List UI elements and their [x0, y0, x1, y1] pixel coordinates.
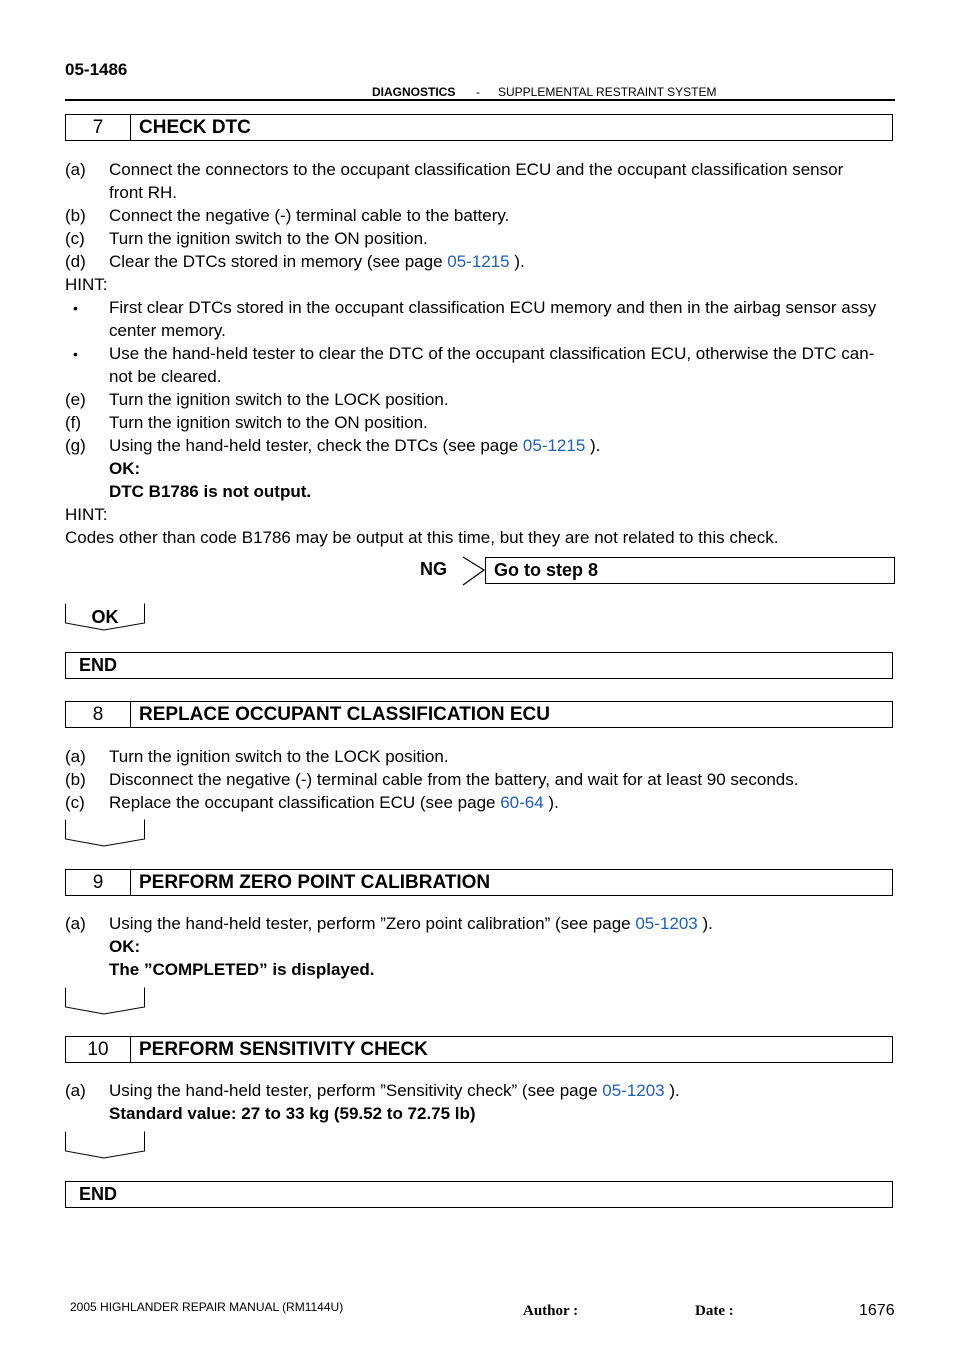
page-link[interactable]: 05-1215	[447, 252, 510, 271]
step-title: CHECK DTC	[139, 116, 251, 138]
step7-d	[109, 251, 525, 273]
item-label: (f)	[65, 413, 82, 432]
step7-c: Turn the ignition switch to the ON position.	[109, 229, 428, 248]
step7-f: Turn the ignition switch to the ON position.	[109, 413, 428, 432]
step-number: 10	[66, 1037, 131, 1062]
footer-manual: 2005 HIGHLANDER REPAIR MANUAL (RM1144U)	[70, 1300, 344, 1314]
ng-label: NG	[420, 559, 447, 579]
page-number: 1676	[859, 1302, 895, 1319]
header-dash: -	[476, 85, 480, 99]
step7-b: Connect the negative (-) terminal cable to the battery.	[109, 206, 510, 225]
step-8-header	[65, 701, 893, 728]
item-label: (c)	[65, 229, 85, 248]
item-label: (e)	[65, 390, 86, 409]
step-title: REPLACE OCCUPANT CLASSIFICATION ECU	[139, 703, 550, 725]
bullet-2-line2: not be cleared.	[109, 367, 222, 386]
step9-a-end: ).	[697, 914, 713, 933]
step8-b: Disconnect the negative (-) terminal cable from the battery, and wait for at least 90 seconds.	[109, 770, 799, 789]
header-subsection: SUPPLEMENTAL RESTRAINT SYSTEM	[498, 85, 717, 99]
step10-a	[109, 1080, 680, 1102]
ok-label: OK:	[109, 459, 141, 478]
step-10-header	[65, 1036, 893, 1063]
item-label: (a)	[65, 914, 86, 933]
step8-a: Turn the ignition switch to the LOCK position.	[109, 747, 449, 766]
step10-a-end: ).	[664, 1081, 680, 1100]
step9-a-text: Using the hand-held tester, perform ”Zero point calibration” (see page	[109, 914, 636, 933]
step10-a-text: Using the hand-held tester, perform ”Sensitivity check” (see page	[109, 1081, 603, 1100]
step7-a-line1: Connect the connectors to the occupant classification ECU and the occupant classification sensor	[109, 160, 844, 179]
step-number: 8	[66, 702, 131, 727]
ng-action-box: Go to step 8	[485, 557, 895, 584]
step7-d-text: Clear the DTCs stored in memory (see page	[109, 252, 448, 271]
step-number: 9	[66, 870, 131, 895]
item-label: (c)	[65, 793, 85, 812]
page-link[interactable]: 05-1203	[602, 1081, 665, 1100]
ok-flow-box	[65, 603, 145, 637]
footer-date: Date :	[695, 1303, 734, 1319]
item-label: (b)	[65, 770, 86, 789]
step-9-header	[65, 869, 893, 896]
step7-g-end: ).	[585, 436, 601, 455]
ok-flow-label: OK	[91, 607, 119, 627]
flow-box	[65, 819, 145, 853]
step-7-header	[65, 114, 893, 141]
page-link[interactable]: 05-1215	[522, 436, 586, 455]
step7-a-line2: front RH.	[109, 183, 178, 202]
step7-g	[109, 435, 600, 457]
step8-c	[109, 792, 559, 814]
flow-box	[65, 987, 145, 1021]
step7-g-text: Using the hand-held tester, check the DTCs (see page	[109, 436, 523, 455]
header-section: DIAGNOSTICS	[372, 85, 456, 99]
header-rule	[65, 99, 895, 101]
flow-box	[65, 1131, 145, 1165]
standard-value: Standard value: 27 to 33 kg (59.52 to 72.75 lb)	[109, 1104, 476, 1123]
step7-e: Turn the ignition switch to the LOCK position.	[109, 390, 449, 409]
flow-arrow-icon	[65, 987, 145, 1021]
step8-c-text: Replace the occupant classification ECU (see page	[109, 793, 501, 812]
bullet-1-line2: center memory.	[109, 321, 226, 340]
bullet-icon: •	[73, 300, 78, 316]
page-link[interactable]: 60-64	[500, 793, 544, 812]
bullet-1-line1: First clear DTCs stored in the occupant classification ECU memory and then in the airbag sensor assy	[109, 298, 877, 317]
step-title: PERFORM ZERO POINT CALIBRATION	[139, 871, 491, 893]
hint-label: HINT:	[65, 505, 108, 524]
item-label: (a)	[65, 1081, 86, 1100]
item-label: (a)	[65, 747, 86, 766]
page-link[interactable]: 05-1203	[635, 914, 698, 933]
bullet-2-line1: Use the hand-held tester to clear the DTC of the occupant classification ECU, otherwise the DTC can-	[109, 344, 875, 363]
bullet-icon: •	[73, 346, 78, 362]
footer-author: Author :	[523, 1303, 579, 1319]
hint-label: HINT:	[65, 275, 108, 294]
step-number: 7	[66, 115, 131, 140]
step7-d-end: ).	[509, 252, 525, 271]
flow-arrow-icon	[65, 819, 145, 853]
item-label: (a)	[65, 160, 86, 179]
ok-value: The ”COMPLETED” is displayed.	[109, 960, 375, 979]
step9-a	[109, 913, 713, 935]
item-label: (d)	[65, 252, 86, 271]
end-box: END	[65, 652, 893, 679]
flow-arrow-icon	[65, 1131, 145, 1165]
hint-text: Codes other than code B1786 may be output at this time, but they are not related to this check.	[65, 528, 779, 547]
page-code: 05-1486	[65, 60, 128, 79]
ok-value: DTC B1786 is not output.	[109, 482, 312, 501]
item-label: (b)	[65, 206, 86, 225]
step-title: PERFORM SENSITIVITY CHECK	[139, 1038, 428, 1060]
end-box: END	[65, 1181, 893, 1208]
step8-c-end: ).	[543, 793, 559, 812]
ok-label: OK:	[109, 937, 141, 956]
item-label: (g)	[65, 436, 86, 455]
